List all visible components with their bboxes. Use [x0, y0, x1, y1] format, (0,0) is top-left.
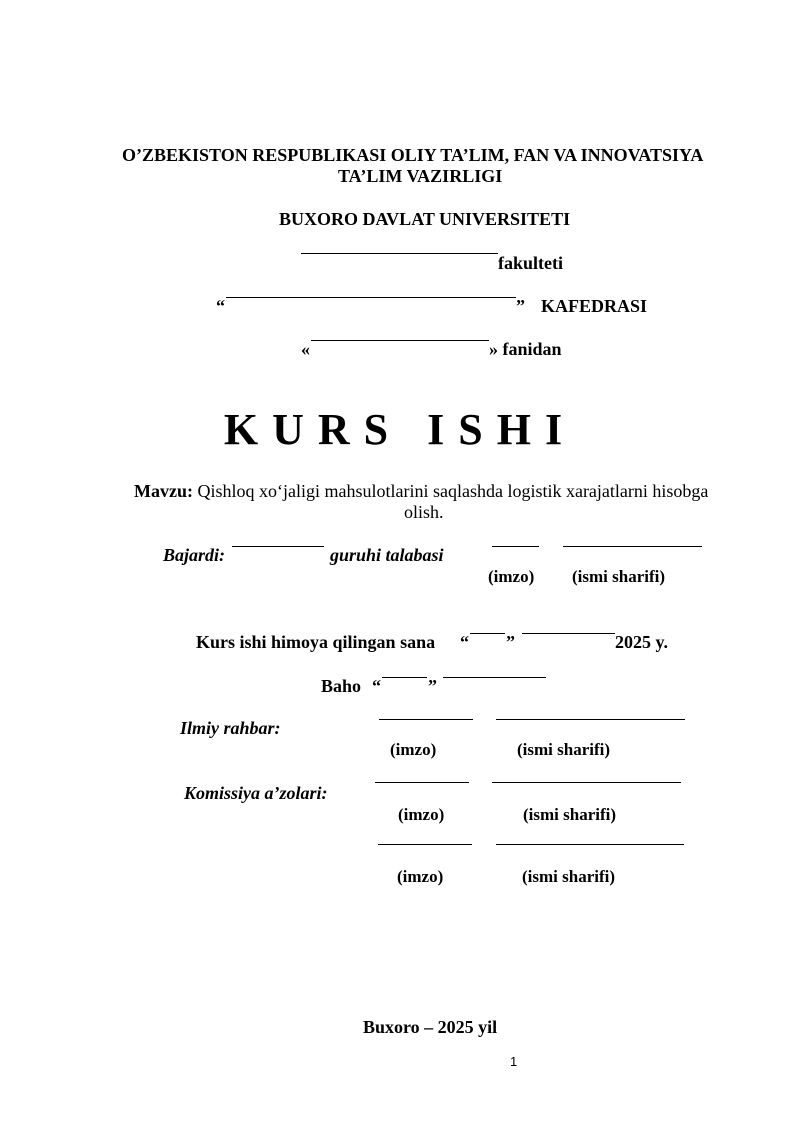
- kafedra-label: KAFEDRASI: [541, 296, 648, 316]
- defense-label: Kurs ishi himoya qilingan sana: [196, 632, 436, 652]
- supervisor-signature-line: [379, 719, 473, 720]
- commission-name-line: [492, 782, 681, 783]
- kafedra-blank-line: [226, 297, 516, 298]
- subject-open-quote: «: [301, 339, 310, 359]
- supervisor-name-line: [496, 719, 685, 720]
- supervisor-label: Ilmiy rahbar:: [180, 718, 281, 738]
- subject-blank-line: [311, 340, 489, 341]
- performer-imzo: (imzo): [488, 567, 535, 586]
- topic-text-2: olish.: [404, 502, 444, 522]
- performer-group-text: guruhi talabasi: [330, 545, 444, 565]
- topic-line-1: [134, 482, 708, 500]
- commission-ismi: (ismi sharifi): [523, 805, 617, 824]
- performer-signature-line: [492, 546, 539, 547]
- kafedra-close-quote: ”: [516, 296, 525, 316]
- performer-label: Bajardi:: [163, 545, 226, 565]
- defense-day-line: [470, 633, 505, 634]
- performer-ismi: (ismi sharifi): [572, 567, 666, 586]
- performer-name-line: [563, 546, 702, 547]
- commission-ismi: (ismi sharifi): [522, 867, 616, 886]
- subject-label: » fanidan: [489, 339, 562, 359]
- commission-signature-line: [378, 844, 472, 845]
- faculty-blank-line: [301, 253, 498, 254]
- defense-close-quote: ”: [506, 632, 515, 652]
- city-year: Buxoro – 2025 yil: [363, 1017, 498, 1037]
- grade-text-line: [443, 677, 546, 678]
- ministry-line-1: O’ZBEKISTON RESPUBLIKASI OLIY TA’LIM, FAN VA INNOVATSIYA: [122, 145, 704, 165]
- supervisor-imzo: (imzo): [390, 740, 437, 759]
- grade-value-line: [382, 677, 427, 678]
- commission-imzo: (imzo): [397, 867, 444, 886]
- grade-close-quote: ”: [428, 676, 437, 696]
- topic-text-1: Qishloq xo‘jaligi mahsulotlarini saqlashda logistik xarajatlarni hisobga: [197, 481, 709, 501]
- commission-imzo: (imzo): [398, 805, 445, 824]
- defense-year: 2025 y.: [615, 632, 669, 652]
- group-blank-line: [232, 546, 324, 547]
- commission-signature-line: [375, 782, 469, 783]
- ministry-line-2: TA’LIM VAZIRLIGI: [338, 166, 503, 186]
- faculty-label: fakulteti: [498, 253, 563, 273]
- topic-label: Mavzu:: [134, 481, 193, 501]
- kafedra-open-quote: “: [216, 296, 225, 316]
- defense-month-line: [522, 633, 615, 634]
- commission-label: Komissiya a’zolari:: [184, 783, 328, 803]
- document-title: KURS ISHI: [223, 405, 577, 454]
- grade-label: Baho: [321, 676, 362, 696]
- university-name: BUXORO DAVLAT UNIVERSITETI: [279, 209, 571, 229]
- defense-open-quote: “: [460, 632, 469, 652]
- commission-name-line: [496, 844, 684, 845]
- grade-open-quote: “: [372, 676, 381, 696]
- supervisor-ismi: (ismi sharifi): [517, 740, 611, 759]
- page-number: 1: [510, 1054, 518, 1069]
